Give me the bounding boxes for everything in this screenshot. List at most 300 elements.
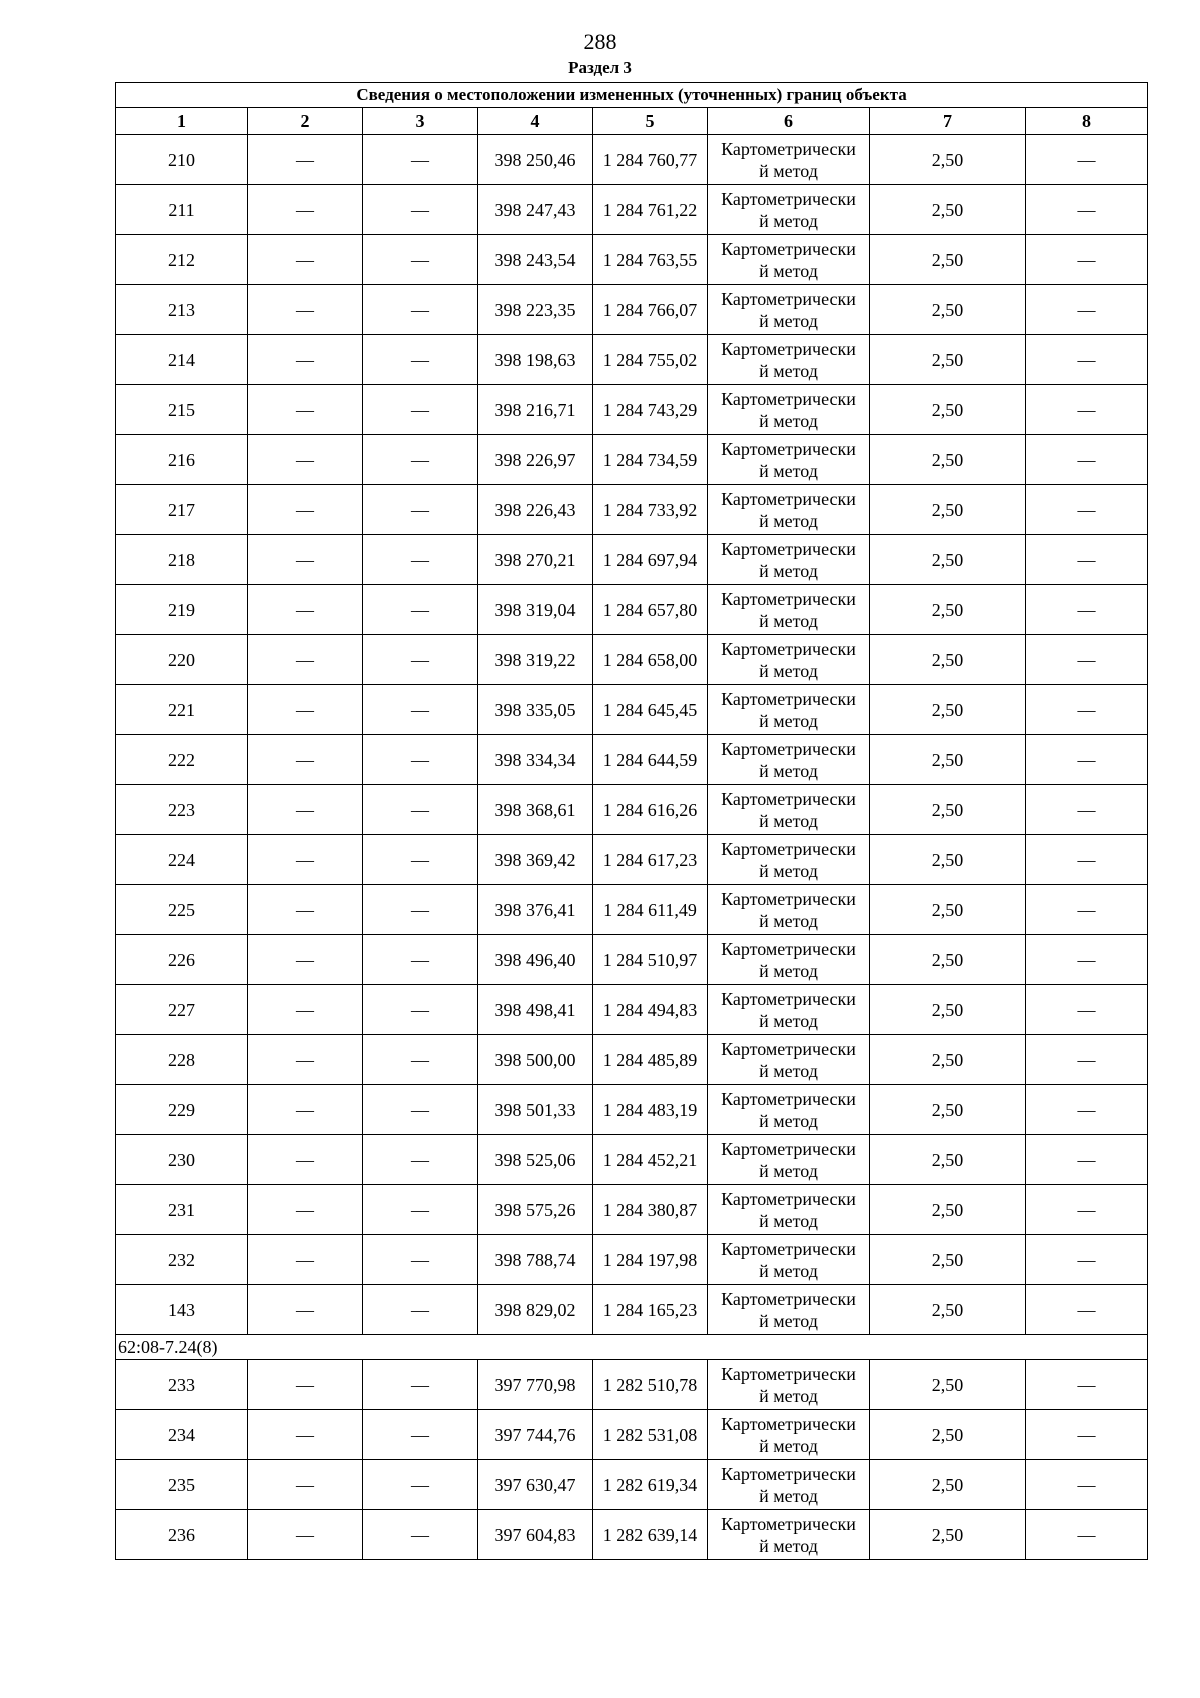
table-row: [116, 735, 1148, 785]
point-number-cell: 214: [116, 335, 248, 385]
accuracy-cell: 2,50: [870, 385, 1026, 435]
description-cell: —: [1026, 1135, 1148, 1185]
column-number: 7: [870, 108, 1026, 135]
y-coordinate-cell: 1 284 644,59: [593, 735, 708, 785]
method-line: й метод: [759, 1535, 818, 1556]
method-cell: [708, 1185, 870, 1235]
old-x-cell: —: [248, 485, 363, 535]
method-cell: [708, 1410, 870, 1460]
method-line: й метод: [759, 210, 818, 231]
method-line: Картометрически: [721, 338, 856, 359]
x-coordinate-cell: 398 500,00: [478, 1035, 593, 1085]
old-x-cell: —: [248, 1510, 363, 1560]
x-coordinate-cell: 397 770,98: [478, 1360, 593, 1410]
description-cell: —: [1026, 585, 1148, 635]
method-line: Картометрически: [721, 488, 856, 509]
description-cell: —: [1026, 1285, 1148, 1335]
method-line: Картометрически: [721, 988, 856, 1009]
description-cell: —: [1026, 785, 1148, 835]
y-coordinate-cell: 1 284 761,22: [593, 185, 708, 235]
method-cell: [708, 1235, 870, 1285]
column-number: 6: [708, 108, 870, 135]
x-coordinate-cell: 397 744,76: [478, 1410, 593, 1460]
y-coordinate-cell: 1 284 763,55: [593, 235, 708, 285]
method-line: Картометрически: [721, 1363, 856, 1384]
method-line: й метод: [759, 1160, 818, 1181]
accuracy-cell: 2,50: [870, 735, 1026, 785]
method-cell: [708, 435, 870, 485]
page-number: 288: [583, 29, 617, 54]
y-coordinate-cell: 1 284 733,92: [593, 485, 708, 535]
old-y-cell: —: [363, 385, 478, 435]
y-coordinate-cell: 1 284 766,07: [593, 285, 708, 335]
column-number: 1: [116, 108, 248, 135]
description-cell: —: [1026, 1185, 1148, 1235]
table-row: [116, 1085, 1148, 1135]
method-line: й метод: [759, 1110, 818, 1131]
point-number-cell: 216: [116, 435, 248, 485]
method-line: й метод: [759, 910, 818, 931]
method-line: Картометрически: [721, 1238, 856, 1259]
method-cell: [708, 285, 870, 335]
method-cell: [708, 1285, 870, 1335]
old-y-cell: —: [363, 1185, 478, 1235]
description-cell: —: [1026, 185, 1148, 235]
x-coordinate-cell: 398 270,21: [478, 535, 593, 585]
y-coordinate-cell: 1 284 697,94: [593, 535, 708, 585]
point-number-cell: 223: [116, 785, 248, 835]
old-x-cell: —: [248, 1185, 363, 1235]
description-cell: —: [1026, 985, 1148, 1035]
old-y-cell: —: [363, 785, 478, 835]
method-line: й метод: [759, 710, 818, 731]
method-line: Картометрически: [721, 1413, 856, 1434]
point-number-cell: 218: [116, 535, 248, 585]
x-coordinate-cell: 398 216,71: [478, 385, 593, 435]
y-coordinate-cell: 1 284 734,59: [593, 435, 708, 485]
old-x-cell: —: [248, 435, 363, 485]
point-number-cell: 219: [116, 585, 248, 635]
method-line: Картометрически: [721, 138, 856, 159]
x-coordinate-cell: 398 335,05: [478, 685, 593, 735]
description-cell: —: [1026, 1510, 1148, 1560]
old-y-cell: —: [363, 1085, 478, 1135]
method-cell: [708, 985, 870, 1035]
y-coordinate-cell: 1 284 616,26: [593, 785, 708, 835]
description-cell: —: [1026, 635, 1148, 685]
method-line: й метод: [759, 360, 818, 381]
old-y-cell: —: [363, 1360, 478, 1410]
point-number-cell: 231: [116, 1185, 248, 1235]
x-coordinate-cell: 398 496,40: [478, 935, 593, 985]
method-line: Картометрически: [721, 1288, 856, 1309]
point-number-cell: 217: [116, 485, 248, 535]
description-cell: —: [1026, 385, 1148, 435]
point-number-cell: 230: [116, 1135, 248, 1185]
old-y-cell: —: [363, 1235, 478, 1285]
table-row: [116, 935, 1148, 985]
x-coordinate-cell: 398 501,33: [478, 1085, 593, 1135]
method-line: Картометрически: [721, 738, 856, 759]
method-line: й метод: [759, 1310, 818, 1331]
old-x-cell: —: [248, 685, 363, 735]
y-coordinate-cell: 1 282 639,14: [593, 1510, 708, 1560]
method-line: Картометрически: [721, 688, 856, 709]
y-coordinate-cell: 1 284 658,00: [593, 635, 708, 685]
table-row: [116, 235, 1148, 285]
old-y-cell: —: [363, 335, 478, 385]
method-cell: [708, 1510, 870, 1560]
x-coordinate-cell: 398 226,43: [478, 485, 593, 535]
old-x-cell: —: [248, 1135, 363, 1185]
table-row: [116, 1410, 1148, 1460]
y-coordinate-cell: 1 284 755,02: [593, 335, 708, 385]
accuracy-cell: 2,50: [870, 1460, 1026, 1510]
y-coordinate-cell: 1 284 510,97: [593, 935, 708, 985]
old-x-cell: —: [248, 535, 363, 585]
description-cell: —: [1026, 1460, 1148, 1510]
x-coordinate-cell: 398 319,04: [478, 585, 593, 635]
accuracy-cell: 2,50: [870, 1360, 1026, 1410]
x-coordinate-cell: 398 250,46: [478, 135, 593, 185]
column-number: 2: [248, 108, 363, 135]
y-coordinate-cell: 1 284 485,89: [593, 1035, 708, 1085]
description-cell: —: [1026, 435, 1148, 485]
table-body: [116, 135, 1148, 1560]
description-cell: —: [1026, 235, 1148, 285]
old-x-cell: —: [248, 335, 363, 385]
accuracy-cell: 2,50: [870, 1185, 1026, 1235]
table-row: [116, 185, 1148, 235]
point-number-cell: 143: [116, 1285, 248, 1335]
method-cell: [708, 135, 870, 185]
table-row: [116, 385, 1148, 435]
method-line: й метод: [759, 810, 818, 831]
column-number: 3: [363, 108, 478, 135]
method-line: й метод: [759, 410, 818, 431]
old-y-cell: —: [363, 585, 478, 635]
y-coordinate-cell: 1 284 494,83: [593, 985, 708, 1035]
x-coordinate-cell: 398 243,54: [478, 235, 593, 285]
y-coordinate-cell: 1 284 657,80: [593, 585, 708, 635]
description-cell: —: [1026, 835, 1148, 885]
description-cell: —: [1026, 285, 1148, 335]
group-label: 62:08-7.24(8): [116, 1335, 1148, 1360]
old-y-cell: —: [363, 685, 478, 735]
y-coordinate-cell: 1 284 645,45: [593, 685, 708, 735]
method-line: Картометрически: [721, 1138, 856, 1159]
x-coordinate-cell: 398 369,42: [478, 835, 593, 885]
description-cell: —: [1026, 885, 1148, 935]
accuracy-cell: 2,50: [870, 685, 1026, 735]
column-number: 4: [478, 108, 593, 135]
accuracy-cell: 2,50: [870, 835, 1026, 885]
boundary-coordinates-table: [115, 82, 1148, 1560]
method-line: й метод: [759, 1385, 818, 1406]
old-y-cell: —: [363, 885, 478, 935]
point-number-cell: 232: [116, 1235, 248, 1285]
method-line: Картометрически: [721, 888, 856, 909]
old-y-cell: —: [363, 135, 478, 185]
method-cell: [708, 585, 870, 635]
old-y-cell: —: [363, 1285, 478, 1335]
column-number: 5: [593, 108, 708, 135]
description-cell: —: [1026, 1035, 1148, 1085]
method-line: й метод: [759, 1260, 818, 1281]
method-line: Картометрически: [721, 438, 856, 459]
method-line: Картометрически: [721, 188, 856, 209]
y-coordinate-cell: 1 282 510,78: [593, 1360, 708, 1410]
point-number-cell: 236: [116, 1510, 248, 1560]
method-line: Картометрически: [721, 1513, 856, 1534]
y-coordinate-cell: 1 284 483,19: [593, 1085, 708, 1135]
method-line: й метод: [759, 860, 818, 881]
description-cell: —: [1026, 685, 1148, 735]
table-title: Сведения о местоположении измененных (уточненных) границ объекта: [116, 83, 1148, 108]
method-line: Картометрически: [721, 538, 856, 559]
table-row: [116, 485, 1148, 535]
old-x-cell: —: [248, 135, 363, 185]
table-row: [116, 585, 1148, 635]
table-row: [116, 1360, 1148, 1410]
old-y-cell: —: [363, 1035, 478, 1085]
x-coordinate-cell: 398 223,35: [478, 285, 593, 335]
old-y-cell: —: [363, 235, 478, 285]
method-cell: [708, 785, 870, 835]
point-number-cell: 211: [116, 185, 248, 235]
old-y-cell: —: [363, 985, 478, 1035]
table-row: [116, 335, 1148, 385]
old-x-cell: —: [248, 1410, 363, 1460]
section-label: Раздел 3: [568, 58, 632, 77]
table-row: [116, 1460, 1148, 1510]
old-x-cell: —: [248, 1035, 363, 1085]
old-y-cell: —: [363, 935, 478, 985]
old-x-cell: —: [248, 235, 363, 285]
old-x-cell: —: [248, 885, 363, 935]
accuracy-cell: 2,50: [870, 485, 1026, 535]
method-cell: [708, 935, 870, 985]
method-line: Картометрически: [721, 588, 856, 609]
accuracy-cell: 2,50: [870, 1085, 1026, 1135]
accuracy-cell: 2,50: [870, 635, 1026, 685]
method-line: Картометрически: [721, 788, 856, 809]
accuracy-cell: 2,50: [870, 885, 1026, 935]
accuracy-cell: 2,50: [870, 1410, 1026, 1460]
method-cell: [708, 685, 870, 735]
accuracy-cell: 2,50: [870, 985, 1026, 1035]
method-line: й метод: [759, 1010, 818, 1031]
method-line: й метод: [759, 1435, 818, 1456]
table-row: [116, 1510, 1148, 1560]
y-coordinate-cell: 1 282 619,34: [593, 1460, 708, 1510]
accuracy-cell: 2,50: [870, 235, 1026, 285]
method-cell: [708, 735, 870, 785]
y-coordinate-cell: 1 284 743,29: [593, 385, 708, 435]
method-line: Картометрически: [721, 288, 856, 309]
method-line: й метод: [759, 660, 818, 681]
y-coordinate-cell: 1 284 380,87: [593, 1185, 708, 1235]
method-cell: [708, 235, 870, 285]
description-cell: —: [1026, 485, 1148, 535]
method-line: Картометрически: [721, 1038, 856, 1059]
old-x-cell: —: [248, 585, 363, 635]
y-coordinate-cell: 1 284 197,98: [593, 1235, 708, 1285]
method-line: й метод: [759, 260, 818, 281]
method-line: й метод: [759, 1210, 818, 1231]
accuracy-cell: 2,50: [870, 1035, 1026, 1085]
table-row: [116, 435, 1148, 485]
table-row: [116, 1285, 1148, 1335]
method-cell: [708, 485, 870, 535]
x-coordinate-cell: 397 604,83: [478, 1510, 593, 1560]
x-coordinate-cell: 398 788,74: [478, 1235, 593, 1285]
old-y-cell: —: [363, 835, 478, 885]
description-cell: —: [1026, 1410, 1148, 1460]
old-y-cell: —: [363, 1135, 478, 1185]
method-line: Картометрически: [721, 838, 856, 859]
old-x-cell: —: [248, 1460, 363, 1510]
table-row: [116, 885, 1148, 935]
x-coordinate-cell: 398 368,61: [478, 785, 593, 835]
accuracy-cell: 2,50: [870, 185, 1026, 235]
method-line: Картометрически: [721, 388, 856, 409]
table-row: [116, 1185, 1148, 1235]
table-row: [116, 835, 1148, 885]
y-coordinate-cell: 1 284 611,49: [593, 885, 708, 935]
method-line: й метод: [759, 510, 818, 531]
accuracy-cell: 2,50: [870, 135, 1026, 185]
old-x-cell: —: [248, 935, 363, 985]
point-number-cell: 224: [116, 835, 248, 885]
point-number-cell: 215: [116, 385, 248, 435]
point-number-cell: 226: [116, 935, 248, 985]
method-line: й метод: [759, 610, 818, 631]
point-number-cell: 225: [116, 885, 248, 935]
column-number: 8: [1026, 108, 1148, 135]
x-coordinate-cell: 398 334,34: [478, 735, 593, 785]
accuracy-cell: 2,50: [870, 335, 1026, 385]
method-cell: [708, 1035, 870, 1085]
method-line: й метод: [759, 960, 818, 981]
old-x-cell: —: [248, 1360, 363, 1410]
x-coordinate-cell: 398 226,97: [478, 435, 593, 485]
method-line: й метод: [759, 1485, 818, 1506]
old-x-cell: —: [248, 385, 363, 435]
accuracy-cell: 2,50: [870, 535, 1026, 585]
table-row: [116, 535, 1148, 585]
description-cell: —: [1026, 1360, 1148, 1410]
point-number-cell: 210: [116, 135, 248, 185]
method-line: Картометрически: [721, 1188, 856, 1209]
old-x-cell: —: [248, 1235, 363, 1285]
point-number-cell: 222: [116, 735, 248, 785]
x-coordinate-cell: 398 198,63: [478, 335, 593, 385]
y-coordinate-cell: 1 284 165,23: [593, 1285, 708, 1335]
method-cell: [708, 1360, 870, 1410]
old-x-cell: —: [248, 635, 363, 685]
table-row: [116, 985, 1148, 1035]
accuracy-cell: 2,50: [870, 435, 1026, 485]
point-number-cell: 221: [116, 685, 248, 735]
method-line: й метод: [759, 310, 818, 331]
method-line: й метод: [759, 760, 818, 781]
old-y-cell: —: [363, 535, 478, 585]
description-cell: —: [1026, 335, 1148, 385]
method-line: Картометрически: [721, 1463, 856, 1484]
method-cell: [708, 1085, 870, 1135]
old-y-cell: —: [363, 435, 478, 485]
method-line: Картометрически: [721, 938, 856, 959]
old-x-cell: —: [248, 1085, 363, 1135]
old-y-cell: —: [363, 1410, 478, 1460]
x-coordinate-cell: 398 376,41: [478, 885, 593, 935]
old-y-cell: —: [363, 185, 478, 235]
table-row: [116, 135, 1148, 185]
y-coordinate-cell: 1 284 452,21: [593, 1135, 708, 1185]
accuracy-cell: 2,50: [870, 935, 1026, 985]
description-cell: —: [1026, 1235, 1148, 1285]
method-cell: [708, 385, 870, 435]
accuracy-cell: 2,50: [870, 285, 1026, 335]
description-cell: —: [1026, 1085, 1148, 1135]
description-cell: —: [1026, 935, 1148, 985]
method-cell: [708, 835, 870, 885]
method-cell: [708, 535, 870, 585]
table-row: [116, 1035, 1148, 1085]
accuracy-cell: 2,50: [870, 1235, 1026, 1285]
old-x-cell: —: [248, 735, 363, 785]
accuracy-cell: 2,50: [870, 585, 1026, 635]
point-number-cell: 227: [116, 985, 248, 1035]
method-line: й метод: [759, 1060, 818, 1081]
old-y-cell: —: [363, 285, 478, 335]
method-line: й метод: [759, 460, 818, 481]
table-row: [116, 685, 1148, 735]
x-coordinate-cell: 398 247,43: [478, 185, 593, 235]
table-row: [116, 785, 1148, 835]
old-x-cell: —: [248, 785, 363, 835]
x-coordinate-cell: 398 829,02: [478, 1285, 593, 1335]
y-coordinate-cell: 1 284 617,23: [593, 835, 708, 885]
old-y-cell: —: [363, 735, 478, 785]
method-cell: [708, 885, 870, 935]
point-number-cell: 212: [116, 235, 248, 285]
point-number-cell: 213: [116, 285, 248, 335]
description-cell: —: [1026, 735, 1148, 785]
x-coordinate-cell: 398 498,41: [478, 985, 593, 1035]
accuracy-cell: 2,50: [870, 1285, 1026, 1335]
table-row: [116, 1135, 1148, 1185]
method-cell: [708, 335, 870, 385]
method-line: й метод: [759, 160, 818, 181]
description-cell: —: [1026, 535, 1148, 585]
table-row: [116, 285, 1148, 335]
method-cell: [708, 1460, 870, 1510]
accuracy-cell: 2,50: [870, 785, 1026, 835]
point-number-cell: 233: [116, 1360, 248, 1410]
group-header-row: [116, 1335, 1148, 1360]
method-line: Картометрически: [721, 638, 856, 659]
method-cell: [708, 635, 870, 685]
old-y-cell: —: [363, 635, 478, 685]
column-number-row: [116, 108, 1148, 135]
old-x-cell: —: [248, 835, 363, 885]
x-coordinate-cell: 397 630,47: [478, 1460, 593, 1510]
method-line: й метод: [759, 560, 818, 581]
x-coordinate-cell: 398 575,26: [478, 1185, 593, 1235]
accuracy-cell: 2,50: [870, 1135, 1026, 1185]
